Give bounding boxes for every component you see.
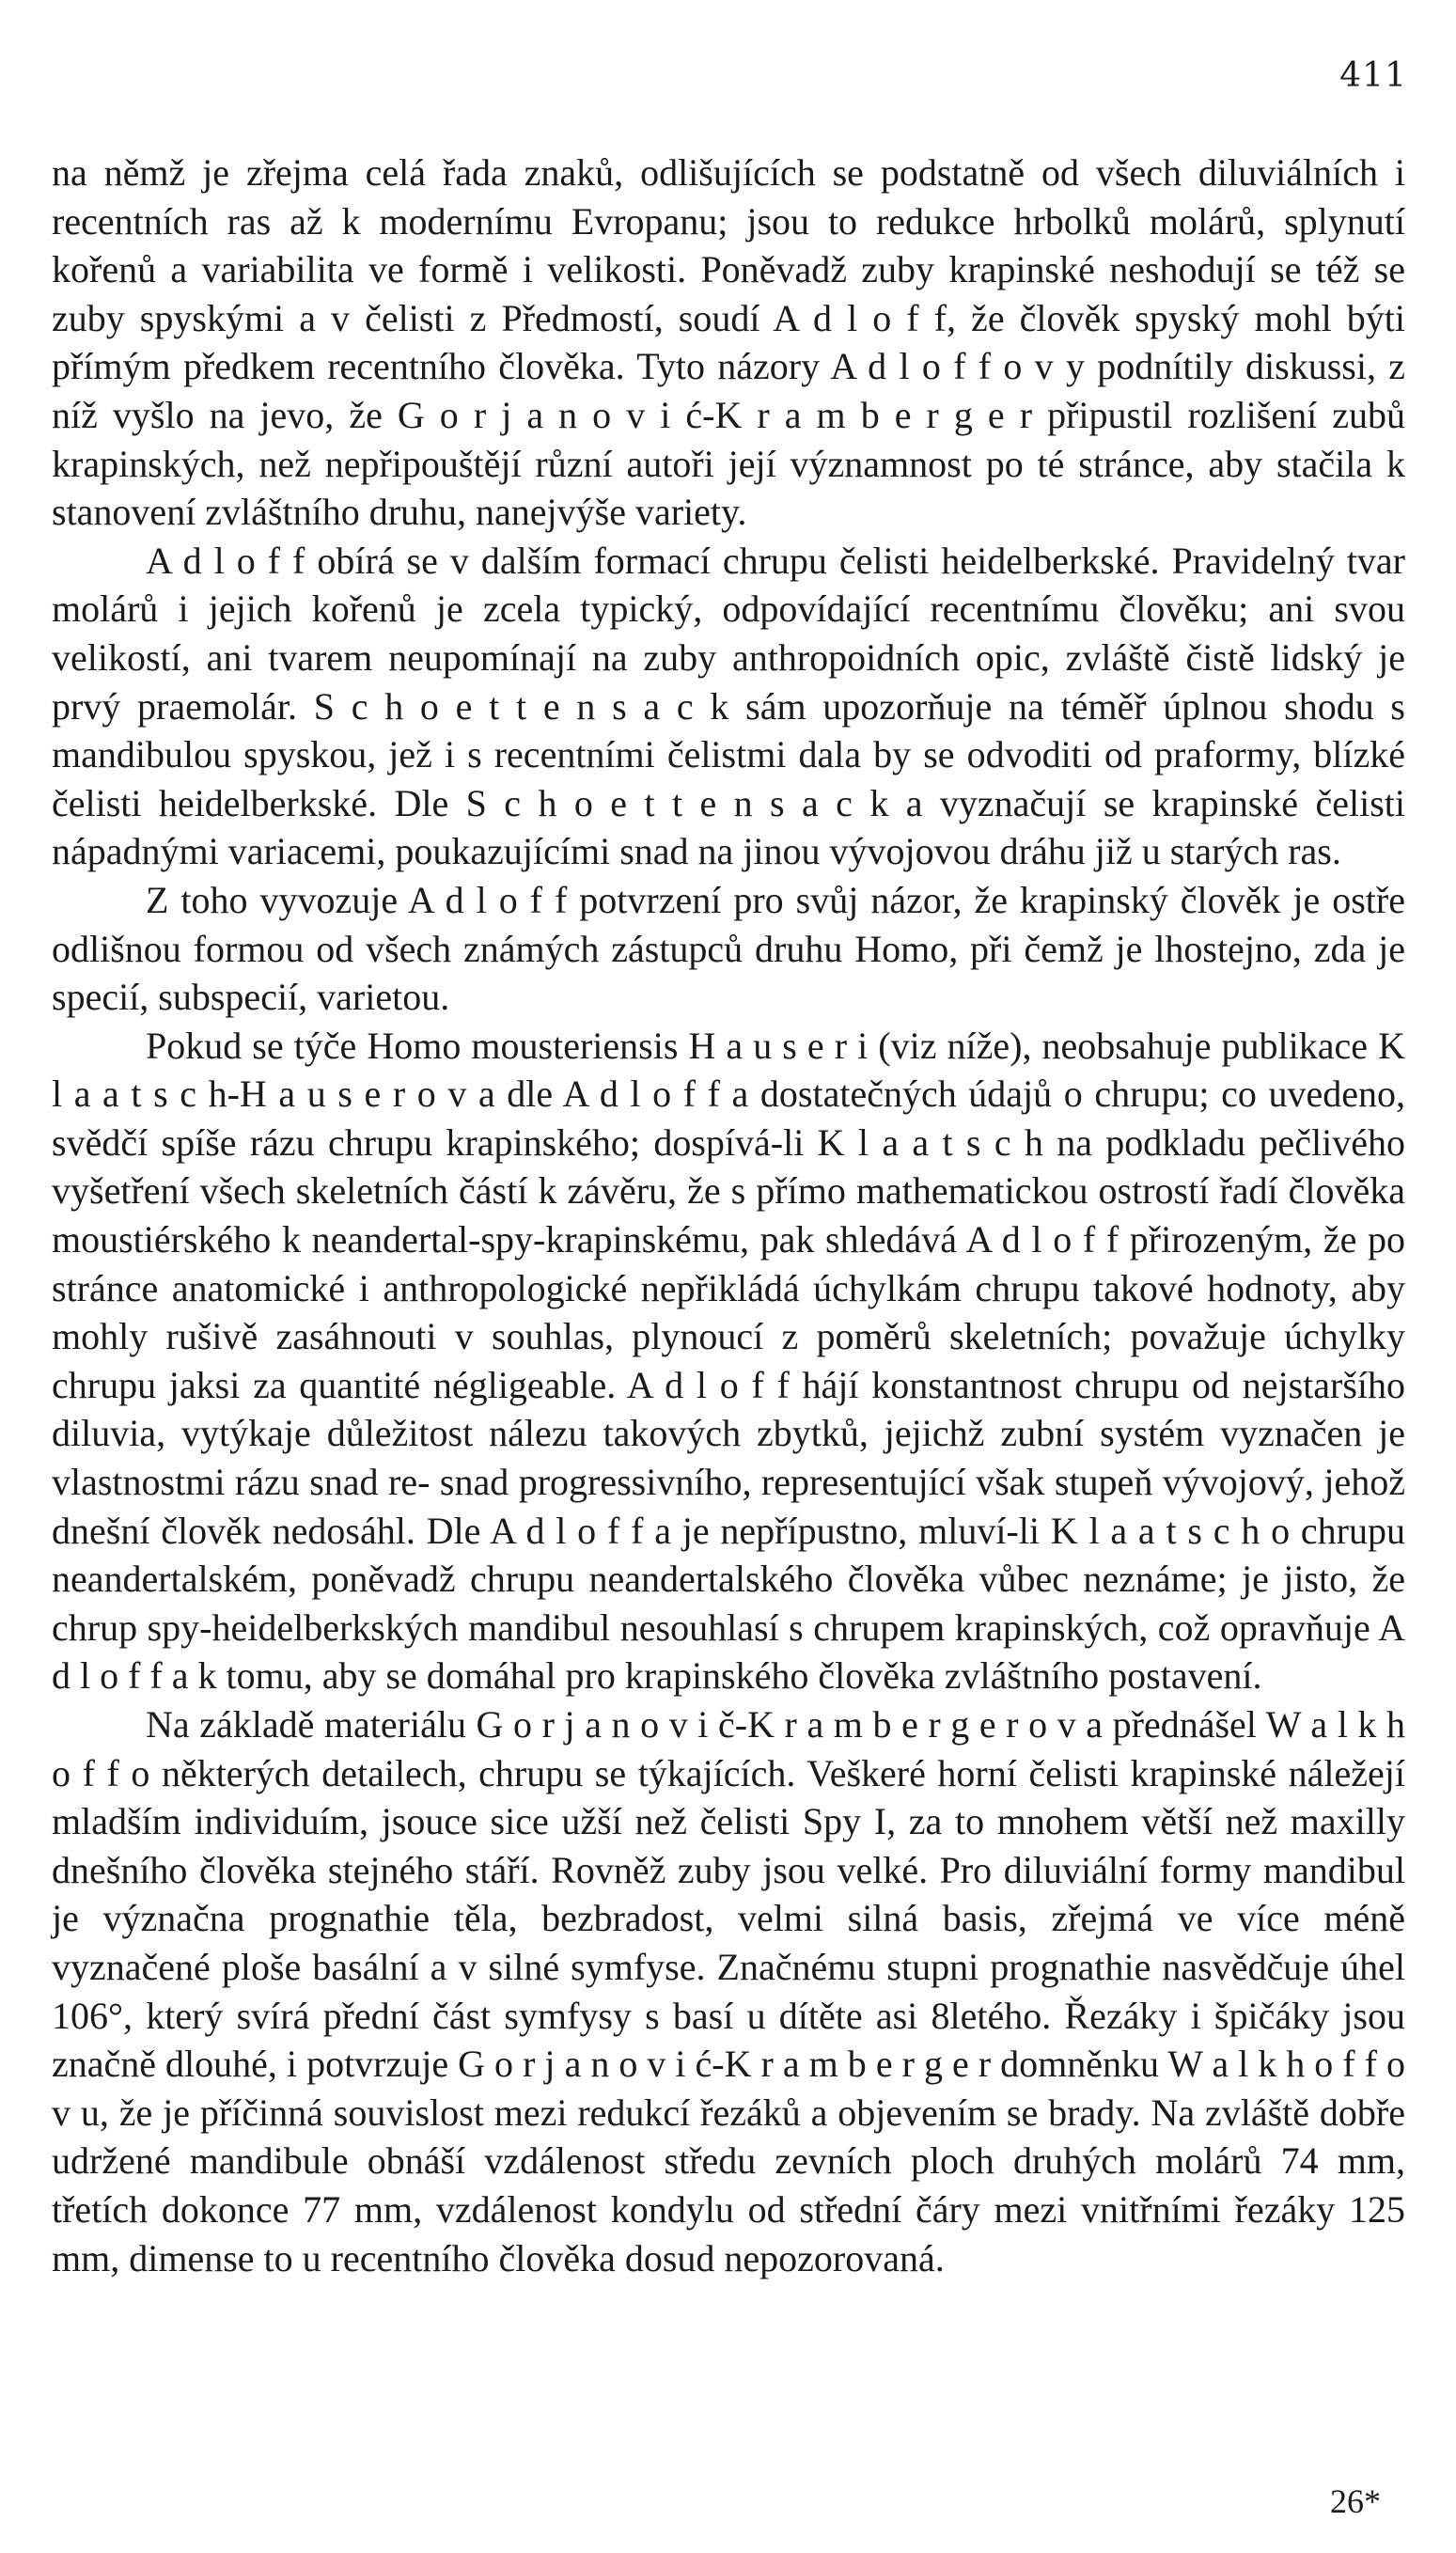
paragraph-3: Z toho vyvozuje A d l o f f potvrzení pro svůj názor, že krapinský člověk je ostře odlišnou formou od všech známých zástupců druhu Homo, při čemž je lhostejno, zda je specií, subspecií, varietou.: [52, 878, 1405, 1019]
paragraph-4: Pokud se týče Homo mousteriensis H a u s e r i (viz níže), neobsahuje publikace K l a a t s c h-H a u s e r o v a dle A d l o f f a dostatečných údajů o chrupu; co uvedeno, svědčí spíše rázu chrupu krapinského; dospívá-li K l a a t s c h na podkladu pečlivého vyšetření všech skeletních částí k závěru, že s přímo mathematickou ostrostí řadí člověka moustiérského k neandertal-spy-krapinskému, pak shledává A d l o f f přirozeným, že po stránce anatomické i anthropologické nepřikládá úchylkám chrupu takové hodnoty, aby mohly rušivě zasáhnouti v souhlas, plynoucí z poměrů skeletních; považuje úchylky chrupu jaksi za quantité négligeable. A d l o f f hájí konstantnost chrupu od nejstaršího diluvia, vytýkaje důležitost nálezu takových zbytků, jejichž zubní systém vyznačen je vlastnostmi rázu snad re- snad progressivního, representující však stupeň vývojový, jehož dnešní člověk nedosáhl. Dle A d l o f f a je nepřípustno, mluví-li K l a a t s c h o chrupu neandertalském, poněvadž chrupu neandertalského člověka vůbec neznáme; je jisto, že chrup spy-heidelberkských mandibul nesouhlasí s chrupem krapinských, což opravňuje A d l o f f a k tomu, aby se domáhal pro krapinského člověka zvláštního postavení.: [52, 1024, 1405, 1698]
paragraph-2: A d l o f f obírá se v dalším formací chrupu čelisti heidelberkské. Pravidelný tvar molárů i jejich kořenů je zcela typický, odpovídající recentnímu člověku; ani svou velikostí, ani tvarem neupomínají na zuby anthropoidních opic, zvláště čistě lidský je prvý praemolár. S c h o e t t e n s a c k sám upozorňuje na téměř úplnou shodu s mandibulou spyskou, jež i s recentními čelistmi dala by se odvoditi od praformy, blízké čelisti heidelberkské. Dle S c h o e t t e n s a c k a vyznačují se krapinské čelisti nápadnými variacemi, poukazujícími snad na jinou vývojovou dráhu již u starých ras.: [52, 539, 1405, 873]
page-number: 411: [1339, 56, 1407, 95]
paragraph-5: Na základě materiálu G o r j a n o v i č-K r a m b e r g e r o v a přednášel W a l k h o f f o některých detailech, chrupu se týkajících. Veškeré horní čelisti krapinské náležejí mladším individuím, jsouce sice užší než čelisti Spy I, za to mnohem větší než maxilly dnešního člověka stejného stáří. Rovněž zuby jsou velké. Pro diluviální formy mandibul je význačna prognathie těla, bezbradost, velmi silná basis, zřejmá ve více méně vyznačené ploše basální a v silné symfyse. Značnému stupni prognathie nasvědčuje úhel 106°, který svírá přední část symfysy s basí u dítěte asi 8letého. Řezáky i špičáky jsou značně dlouhé, i potvrzuje G o r j a n o v i ć-K r a m b e r g e r domněnku W a l k h o f f o v u, že je příčinná souvislost mezi redukcí řezáků a objevením se brady. Na zvláště dobře udržené mandibule obnáší vzdálenost středu zevních ploch druhých molárů 74 mm, třetích dokonce 77 mm, vzdálenost kondylu od střední čáry mezi vnitřními řezáky 125 mm, dimense to u recentního člověka dosud nepozorovaná.: [52, 1703, 1405, 2279]
body-text: [52, 149, 1405, 2282]
paragraph-1: na němž je zřejma celá řada znaků, odlišujících se podstatně od všech diluviálních i recentních ras až k modernímu Evropanu; jsou to redukce hrbolků molárů, splynutí kořenů a variabilita ve formě i velikosti. Poněvadž zuby krapinské neshodují se též se zuby spyskými a v čelisti z Předmostí, soudí A d l o f f, že člověk spyský mohl býti přímým předkem recentního člověka. Tyto názory A d l o f f o v y podnítily diskussi, z níž vyšlo na jevo, že G o r j a n o v i ć-K r a m b e r g e r připustil rozlišení zubů krapinských, než nepřipouštějí různí autoři její významnost po té stránce, aby stačila k stanovení zvláštního druhu, nanejvýše variety.: [52, 151, 1405, 534]
signature-mark: 26*: [1330, 2483, 1381, 2520]
